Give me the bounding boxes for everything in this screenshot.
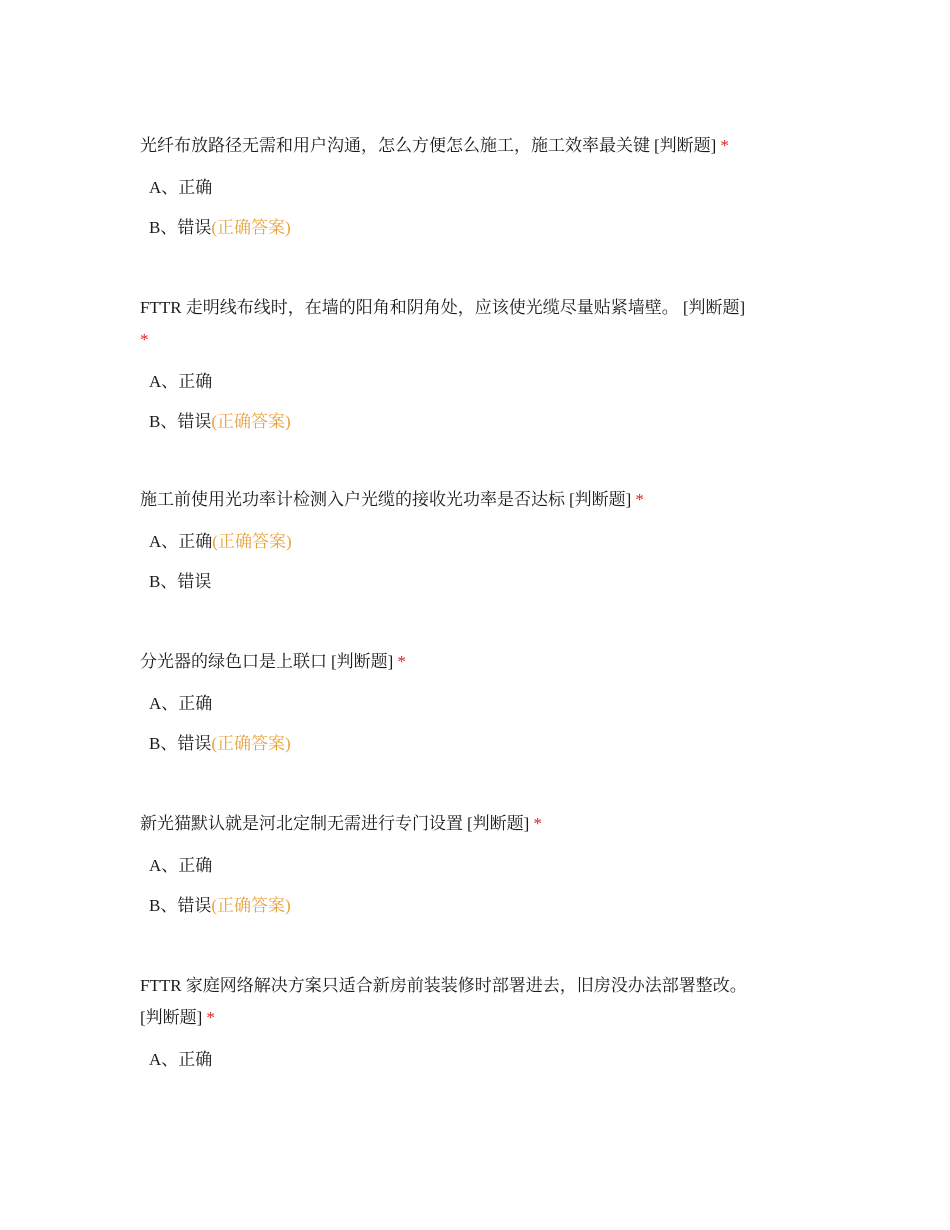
question-type: [判断题] <box>569 490 632 509</box>
question-title <box>140 130 815 162</box>
option-label: A、正确 <box>149 372 213 391</box>
correct-answer-mark: (正确答案) <box>211 412 291 431</box>
required-mark: * <box>206 1008 215 1027</box>
option-label: B、错误 <box>149 734 212 753</box>
question-type: [判断题] <box>140 1008 203 1027</box>
option-a[interactable] <box>149 846 815 886</box>
question-4 <box>140 646 815 764</box>
question-text: FTTR 走明线布线时，在墙的阳角和阴角处，应该使光缆尽量贴紧墙壁。 <box>140 298 679 317</box>
correct-answer-mark: (正确答案) <box>211 896 291 915</box>
option-b[interactable] <box>149 208 815 248</box>
correct-answer-mark: (正确答案) <box>212 532 292 551</box>
option-a[interactable] <box>149 168 815 208</box>
option-list <box>140 846 815 926</box>
option-list <box>140 522 815 602</box>
question-2 <box>140 292 815 442</box>
correct-answer-mark: (正确答案) <box>211 218 291 237</box>
question-type: [判断题] <box>654 136 717 155</box>
question-title <box>140 292 815 356</box>
option-a[interactable] <box>149 362 815 402</box>
question-3 <box>140 484 815 602</box>
question-title <box>140 646 815 678</box>
question-type: [判断题] <box>467 814 530 833</box>
option-label: A、正确 <box>149 1050 213 1069</box>
option-list <box>140 362 815 442</box>
option-list <box>140 684 815 764</box>
option-b[interactable] <box>149 886 815 926</box>
option-label: B、错误 <box>149 572 212 591</box>
question-text: 施工前使用光功率计检测入户光缆的接收光功率是否达标 <box>140 490 565 509</box>
required-mark: * <box>140 330 149 349</box>
question-6 <box>140 970 815 1080</box>
option-list <box>140 1040 815 1080</box>
question-title <box>140 970 815 1034</box>
option-a[interactable] <box>149 1040 815 1080</box>
option-a[interactable] <box>149 522 815 562</box>
required-mark: * <box>720 136 729 155</box>
option-label: A、正确 <box>149 532 213 551</box>
question-text: FTTR 家庭网络解决方案只适合新房前装装修时部署进去，旧房没办法部署整改。 <box>140 976 747 995</box>
question-title <box>140 808 815 840</box>
required-mark: * <box>397 652 406 671</box>
option-label: A、正确 <box>149 856 213 875</box>
question-text: 新光猫默认就是河北定制无需进行专门设置 <box>140 814 463 833</box>
question-title <box>140 484 815 516</box>
option-label: A、正确 <box>149 178 213 197</box>
option-a[interactable] <box>149 684 815 724</box>
option-label: B、错误 <box>149 218 212 237</box>
option-list <box>140 168 815 248</box>
required-mark: * <box>635 490 644 509</box>
question-5 <box>140 808 815 926</box>
option-b[interactable] <box>149 562 815 602</box>
option-label: B、错误 <box>149 412 212 431</box>
question-1 <box>140 130 815 248</box>
question-type: [判断题] <box>682 298 746 317</box>
question-type: [判断题] <box>331 652 394 671</box>
option-b[interactable] <box>149 724 815 764</box>
correct-answer-mark: (正确答案) <box>211 734 291 753</box>
question-text: 分光器的绿色口是上联口 <box>140 652 327 671</box>
option-label: B、错误 <box>149 896 212 915</box>
required-mark: * <box>533 814 542 833</box>
option-b[interactable] <box>149 402 815 442</box>
question-text: 光纤布放路径无需和用户沟通，怎么方便怎么施工，施工效率最关键 <box>140 136 650 155</box>
option-label: A、正确 <box>149 694 213 713</box>
